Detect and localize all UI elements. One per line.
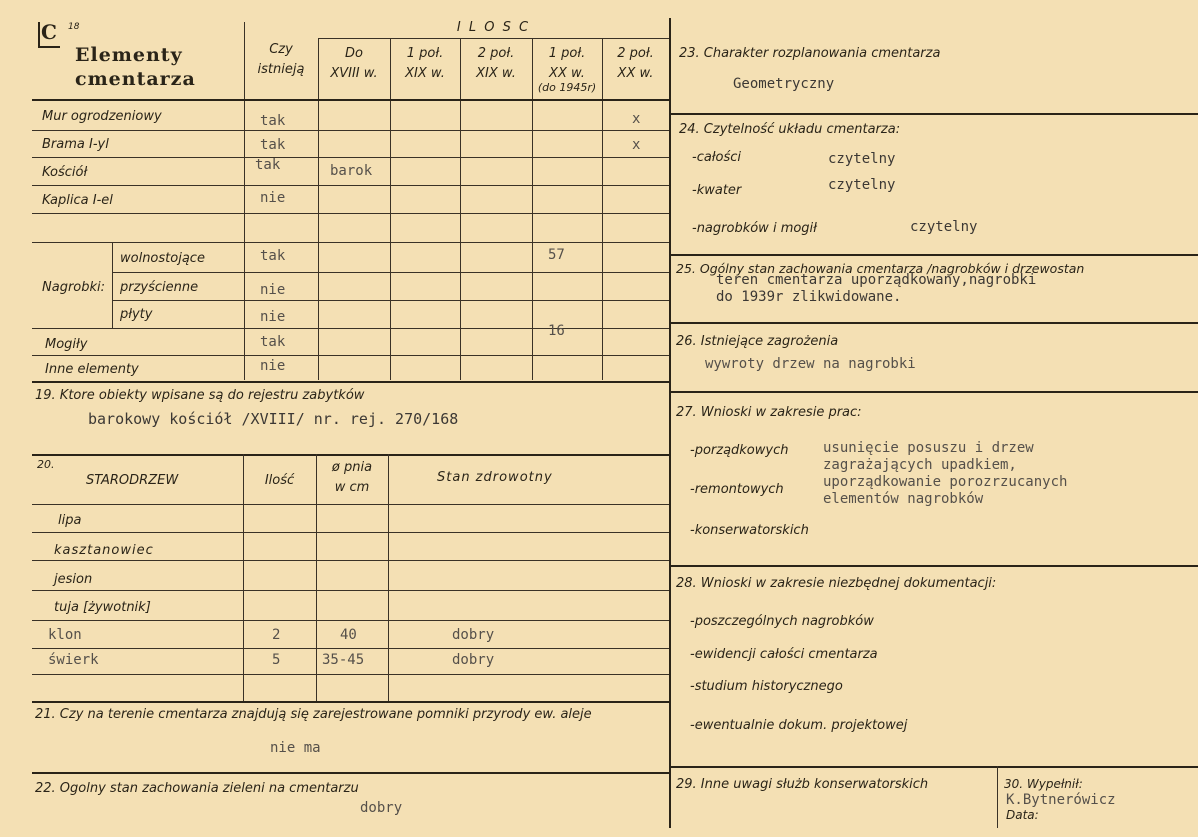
cell-value: tak: [255, 157, 281, 173]
section-22-value: dobry: [360, 800, 403, 816]
item-label: -ewidencji całości cmentarza: [690, 647, 878, 662]
starodrzew-header: STARODRZEW: [86, 473, 179, 488]
row-label: Kościół: [42, 165, 88, 180]
item-label: -studium historycznego: [690, 679, 843, 694]
tree-ilosc: 5: [272, 652, 281, 668]
row-label: płyty: [120, 307, 153, 322]
section-22-label: 22. Ogolny stan zachowania zieleni na cmentarzu: [35, 781, 359, 796]
item-label: -kwater: [692, 183, 742, 198]
tree-stan: dobry: [452, 627, 495, 643]
tree-name: świerk: [48, 652, 99, 668]
tree-name: lipa: [58, 513, 82, 528]
section-23-label: 23. Charakter rozplanowania cmentarza: [679, 46, 941, 61]
item-label: -całości: [692, 150, 742, 165]
tree-pien: 40: [340, 627, 357, 643]
section-30-label: 30. Wypełnił:: [1004, 777, 1083, 791]
section-19-value: barokowy kościół /XVIII/ nr. rej. 270/168: [88, 410, 459, 428]
cell-value: tak: [260, 137, 286, 153]
section-28-label: 28. Wnioski w zakresie niezbędnej dokumentacji:: [676, 576, 997, 591]
item-value: czytelny: [828, 151, 896, 167]
pien-header: ø pnia: [331, 460, 373, 475]
section-27-value: uporządkowanie porozrzucanych: [823, 474, 1068, 490]
row-label: wolnostojące: [120, 251, 205, 266]
col-header: XVIII w.: [330, 66, 378, 81]
nagrobki-label: Nagrobki:: [42, 280, 106, 295]
cell-value: 57: [548, 247, 565, 263]
section-25-line1: teren cmentarza uporządkowany,nagrobki: [716, 272, 1037, 288]
col-header: 2 poł.: [617, 46, 654, 61]
col-header: (do 1945r): [537, 81, 597, 94]
col-header: 1 poł.: [548, 46, 586, 61]
title-line1: Elementy: [75, 44, 183, 66]
stan-header: Stan zdrowotny: [437, 470, 553, 485]
section-25-label: 25. Ogólny stan zachowania cmentarza /nagrobków i drzewostan: [676, 261, 1085, 276]
header-ilosc: I L O S C: [456, 20, 531, 35]
col-header: Do: [345, 46, 363, 61]
item-value: czytelny: [828, 177, 896, 193]
section-25-line2: do 1939r zlikwidowane.: [716, 289, 902, 305]
pien-header: w cm: [334, 480, 370, 495]
header-istnieja: istnieją: [257, 62, 305, 77]
section-30-name: K.Bytnerówicz: [1006, 792, 1116, 808]
item-label: -porządkowych: [690, 443, 789, 458]
col-header: XIX w.: [476, 66, 516, 81]
section-27-value: elementów nagrobków: [823, 491, 984, 507]
tree-name: klon: [48, 627, 82, 643]
row-label: Mogiły: [45, 337, 88, 352]
col-header: 1 poł.: [406, 46, 444, 61]
tree-stan: dobry: [452, 652, 495, 668]
cell-value: nie: [260, 358, 286, 374]
section-27-label: 27. Wnioski w zakresie prac:: [676, 405, 862, 420]
title-line2: cmentarza: [75, 68, 196, 90]
section-19-label: 19. Ktore obiekty wpisane są do rejestru zabytków: [35, 388, 365, 403]
section-26-label: 26. Istniejące zagrożenia: [676, 334, 839, 349]
row-label: Kaplica I-el: [42, 193, 113, 208]
section-21-label: 21. Czy na terenie cmentarza znajdują się zarejestrowane pomniki przyrody ew. aleje: [35, 707, 592, 722]
section-27-value: usunięcie posuszu i drzew: [823, 440, 1034, 456]
col-header: 2 poł.: [477, 46, 515, 61]
ilosc-header: Ilość: [264, 473, 295, 488]
cell-value: barok: [330, 163, 373, 179]
section-21-value: nie ma: [270, 740, 321, 756]
tree-ilosc: 2: [272, 627, 281, 643]
row-label: Mur ogrodzeniowy: [42, 109, 162, 124]
cell-value: tak: [260, 248, 286, 264]
cell-value: nie: [260, 282, 286, 298]
section-30-data: Data:: [1006, 808, 1039, 822]
section-24-label: 24. Czytelność układu cmentarza:: [679, 122, 901, 137]
tree-name: tuja [żywotnik]: [54, 600, 151, 615]
row-label: Brama I-yl: [42, 137, 109, 152]
cell-value: x: [632, 137, 641, 153]
item-label: -ewentualnie dokum. projektowej: [690, 718, 908, 733]
row-label: przyścienne: [120, 280, 199, 295]
tree-pien: 35-45: [322, 652, 365, 668]
cell-value: x: [632, 111, 641, 127]
item-label: -nagrobków i mogił: [692, 221, 817, 236]
cell-value: tak: [260, 334, 286, 350]
item-label: -poszczególnych nagrobków: [690, 614, 874, 629]
section-29-label: 29. Inne uwagi służb konserwatorskich: [676, 777, 929, 792]
item-value: czytelny: [910, 219, 978, 235]
header-czy: Czy: [269, 42, 293, 57]
tree-name: kasztanowiec: [54, 543, 154, 558]
cell-value: 16: [548, 323, 565, 339]
card-code-letter: C: [41, 20, 57, 44]
item-label: -konserwatorskich: [690, 523, 809, 538]
section-20-num: 20.: [37, 458, 55, 471]
section-26-value: wywroty drzew na nagrobki: [705, 356, 916, 372]
col-header: XX w.: [617, 66, 654, 81]
center-divider: [669, 18, 671, 828]
cell-value: nie: [260, 190, 286, 206]
col-header: XIX w.: [405, 66, 445, 81]
section-27-value: zagrażających upadkiem,: [823, 457, 1017, 473]
cell-value: nie: [260, 309, 286, 325]
tree-name: jesion: [54, 572, 93, 587]
section-23-value: Geometryczny: [733, 76, 835, 92]
cell-value: tak: [260, 113, 286, 129]
item-label: -remontowych: [690, 482, 784, 497]
row-label: Inne elementy: [45, 362, 139, 377]
col-header: XX w.: [549, 66, 585, 81]
card-code-number: 18: [68, 22, 80, 32]
